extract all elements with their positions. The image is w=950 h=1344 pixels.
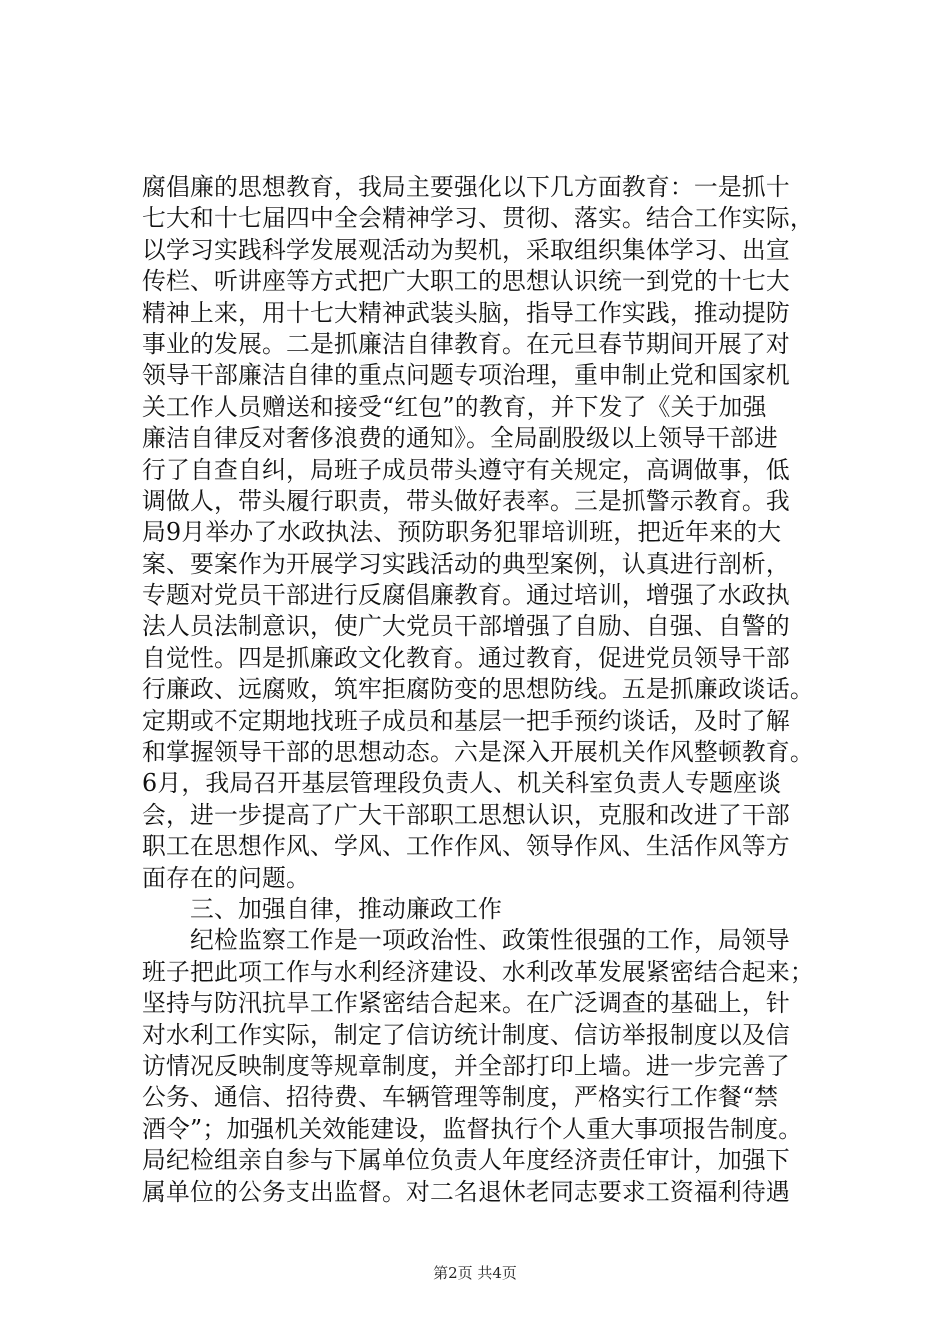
text-line: 局9月举办了水政执法、预防职务犯罪培训班，把近年来的大 — [142, 518, 782, 547]
text-line: 关工作人员赠送和接受“红包”的教育，并下发了《关于加强 — [142, 392, 767, 421]
text-line: 会，进一步提高了广大干部职工思想认识，克服和改进了干部 — [142, 800, 790, 829]
text-line: 纪检监察工作是一项政治性、政策性很强的工作，局领导 — [190, 926, 790, 955]
text-line: 公务、通信、招待费、车辆管理等制度，严格实行工作餐“禁 — [142, 1083, 779, 1112]
text-line: 6月，我局召开基层管理段负责人、机关科室负责人专题座谈 — [142, 769, 782, 798]
text-line: 传栏、听讲座等方式把广大职工的思想认识统一到党的十七大 — [142, 267, 790, 296]
text-line: 定期或不定期地找班子成员和基层一把手预约谈话，及时了解 — [142, 706, 790, 735]
body-text — [142, 172, 814, 1208]
text-line: 行廉政、远腐败，筑牢拒腐防变的思想防线。五是抓廉政谈话。 — [142, 675, 814, 704]
text-line: 七大和十七届四中全会精神学习、贯彻、落实。结合工作实际， — [142, 204, 814, 233]
text-line: 面存在的问题。 — [142, 863, 310, 892]
text-line: 行了自查自纠，局班子成员带头遵守有关规定，高调做事，低 — [142, 455, 790, 484]
text-line: 访情况反映制度等规章制度，并全部打印上墙。进一步完善了 — [142, 1051, 790, 1080]
text-line: 局纪检组亲自参与下属单位负责人年度经济责任审计，加强下 — [142, 1146, 790, 1175]
text-line: 廉洁自律反对奢侈浪费的通知》。全局副股级以上领导干部进 — [142, 424, 779, 453]
text-line: 班子把此项工作与水利经济建设、水利改革发展紧密结合起来； — [142, 957, 814, 986]
text-line: 案、要案作为开展学习实践活动的典型案例，认真进行剖析， — [142, 549, 790, 578]
text-line: 属单位的公务支出监督。对二名退休老同志要求工资福利待遇 — [142, 1177, 790, 1206]
text-line: 专题对党员干部进行反腐倡廉教育。通过培训，增强了水政执 — [142, 581, 790, 610]
text-line: 职工在思想作风、学风、工作作风、领导作风、生活作风等方 — [142, 832, 790, 861]
text-line: 腐倡廉的思想教育，我局主要强化以下几方面教育：一是抓十 — [142, 173, 790, 201]
text-line: 精神上来，用十七大精神武装头脑，指导工作实践，推动提防 — [142, 298, 790, 327]
text-line: 自觉性。四是抓廉政文化教育。通过教育，促进党员领导干部 — [142, 643, 790, 672]
text-line: 法人员法制意识，使广大党员干部增强了自励、自强、自警的 — [142, 612, 790, 641]
text-line: 和掌握领导干部的思想动态。六是深入开展机关作风整顿教育。 — [142, 738, 814, 767]
text-line: 领导干部廉洁自律的重点问题专项治理，重申制止党和国家机 — [142, 361, 790, 390]
text-line: 调做人，带头履行职责，带头做好表率。三是抓警示教育。我 — [142, 486, 790, 515]
text-line: 坚持与防汛抗旱工作紧密结合起来。在广泛调查的基础上，针 — [142, 989, 790, 1018]
page-footer: 第2页 共4页 — [433, 1264, 517, 1282]
text-line: 事业的发展。二是抓廉洁自律教育。在元旦春节期间开展了对 — [142, 329, 790, 358]
text-line: 以学习实践科学发展观活动为契机，采取组织集体学习、出宣 — [142, 235, 790, 264]
text-line: 对水利工作实际，制定了信访统计制度、信访举报制度以及信 — [142, 1020, 790, 1049]
text-line: 酒令”；加强机关效能建设，监督执行个人重大事项报告制度。 — [142, 1114, 803, 1143]
text-line: 三、加强自律，推动廉政工作 — [190, 894, 502, 923]
